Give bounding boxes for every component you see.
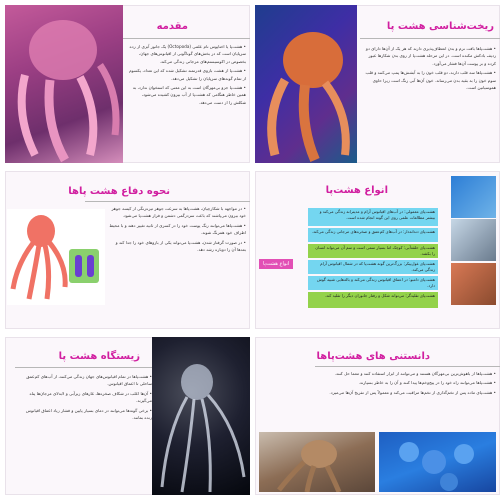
bullet-item: • هشت‌پا از هشت بازوی قدرتمند تشکیل شده که این تعداد، یکسوم از تمام گونه‌های سرپایان را تشکیل می‌دهد.: [128, 67, 246, 82]
slide-title: دانستنی های هشت‌پاها: [316, 351, 430, 362]
slide-types[interactable]: [255, 171, 500, 329]
type-row: هشت‌پای دندانه‌دار: در آب‌های کم‌عمق و صخره‌های مرجانی زندگی می‌کند.: [308, 228, 438, 242]
type-row: هشت‌پای تقلیدگر: می‌تواند شکل و رفتار جانوران دیگر را تقلید کند.: [308, 292, 438, 308]
octopus-suckers-photo: [379, 432, 496, 492]
type-row: هشت‌پای حلقه‌آبی: کوچک اما بسیار سمی است و سم آن می‌تواند انسان را بکشد.: [308, 244, 438, 258]
bullet-item: • هشت‌پاها از باهوش‌ترین بی‌مهرگان هستند و می‌توانند از ابزار استفاده کنند و معما حل کنند.: [260, 370, 496, 377]
bullet-item: • در صورت گرفتار شدن، هشت‌پا می‌تواند یکی از بازوهای خود را جدا کند و بعدها آن را دوباره رشد دهد.: [108, 239, 246, 254]
type-row: هشت‌پای معمولی: در آب‌های اقیانوس آرام و مدیترانه زندگی می‌کند و بیشتر مطالعات علمی روی این گونه انجام شده است.: [308, 208, 438, 226]
title-divider: [315, 366, 500, 367]
title-divider: [120, 38, 250, 39]
bullet-item: • برخی گونه‌ها می‌توانند در دمای بسیار پایین و فشار زیاد اعماق اقیانوس زنده بمانند.: [17, 407, 152, 422]
bullet-item: • هشت‌پای ماده پس از تخم‌گذاری از تخم‌ها مراقبت می‌کند و معمولاً پس از تفریخ آن‌ها می‌میرد.: [260, 389, 496, 396]
octopus-illustration: [7, 209, 105, 305]
octopus-photo: [451, 219, 496, 261]
slide-body: [260, 370, 496, 398]
slide-title: زیستگاه هشت پا: [58, 351, 140, 362]
bullet-item: • هشت‌پاها می‌توانند راه خود را در پیچ‌وخم‌ها پیدا کنند و آن را به خاطر بسپارند.: [260, 379, 496, 386]
slide-title: ریخت‌شناسی هشت پا: [386, 21, 494, 32]
slide-defense[interactable]: [5, 171, 250, 329]
slide-title: نحوه دفاع هشت پاها: [68, 186, 170, 197]
octopus-photo: [259, 432, 375, 492]
slide-facts[interactable]: [255, 337, 500, 495]
type-row: هشت‌پای دامبو: در اعماق اقیانوس زندگی می‌کند و باله‌هایی شبیه گوش دارد.: [308, 276, 438, 290]
bullet-item: • هشت‌پاها بافت نرم و بدن انعطاف‌پذیری دارند که هر یک از آن‌ها دارای دو ردیف بادکش مکنده است. در این مرحله هشت‌پا از روی بدن شکارها عبور کرده و بر پوست آن‌ها فشار می‌آورد.: [361, 45, 496, 67]
slide-morphology[interactable]: [255, 5, 500, 163]
octopus-photo: [451, 263, 496, 305]
octopus-photo: [152, 337, 250, 495]
slide-body: [17, 373, 152, 423]
bullet-item: • هشت‌پا یا اختاپوس نام علمی (Octopoda) یک جانور آبزی از رده سرپایان است که در بخش‌های گوناگونی از اقیانوس‌های جهان، بخصوص در اکوسیستم‌های مرجانی زندگی می‌کند.: [128, 43, 246, 65]
octopus-photo: [5, 5, 123, 163]
bullet-item: • آن‌ها اغلب در شکاف صخره‌ها، غارهای زیرآبی و لابه‌لای مرجان‌ها پناه می‌گیرند.: [17, 390, 152, 405]
bullet-item: • در مواجهه با شکارچیان، هشت‌پاها به سرعت جوهر تیره‌رنگی از کیسه جوهر خود بیرون می‌پاشند که باعث سردرگمی دشمن و فرار هشت‌پا می‌شود.: [108, 205, 246, 220]
slide-body: [361, 45, 496, 93]
type-row: هشت‌پای غول‌پیکر: بزرگ‌ترین گونه هشت‌پا که در شمال اقیانوس آرام زندگی می‌کند.: [308, 260, 438, 274]
slide-title: انواع هشت‌پا: [325, 185, 388, 196]
bullet-item: • هشت‌پا جزو بی‌مهرگان است به این معنی که استخوان ندارد، به همین خاطر هنگامی که هشت‌پا از آب بیرون کشیده می‌شود، شکلش را از دست می‌دهد.: [128, 84, 246, 106]
slide-body: [108, 205, 246, 255]
slide-habitat[interactable]: [5, 337, 250, 495]
bullet-item: • هشت‌پاها می‌توانند رنگ پوست خود را در کسری از ثانیه تغییر دهند و با محیط اطراف خود همرنگ شوند.: [108, 222, 246, 237]
slide-introduction[interactable]: [5, 5, 250, 163]
slide-title: مقدمه: [156, 21, 188, 32]
bullet-item: • هشت‌پاها سه قلب دارند، دو قلب خون را به آبشش‌ها پمپ می‌کنند و قلب سوم خون را به بقیه بدن می‌رساند. خون آن‌ها آبی رنگ است زیرا حاوی هموسیانین است.: [361, 69, 496, 91]
title-divider: [15, 367, 160, 368]
slide-body: [128, 43, 246, 108]
title-divider: [360, 38, 500, 39]
title-divider: [85, 201, 250, 202]
bullet-item: • هشت‌پاها در تمام اقیانوس‌های جهان زندگی می‌کنند، از آب‌های کم‌عمق ساحلی تا اعماق اقیانوس.: [17, 373, 152, 388]
octopus-photo: [451, 176, 496, 218]
octopus-photo: [255, 5, 357, 163]
types-tag: انواع هشت‌پا: [259, 259, 293, 269]
